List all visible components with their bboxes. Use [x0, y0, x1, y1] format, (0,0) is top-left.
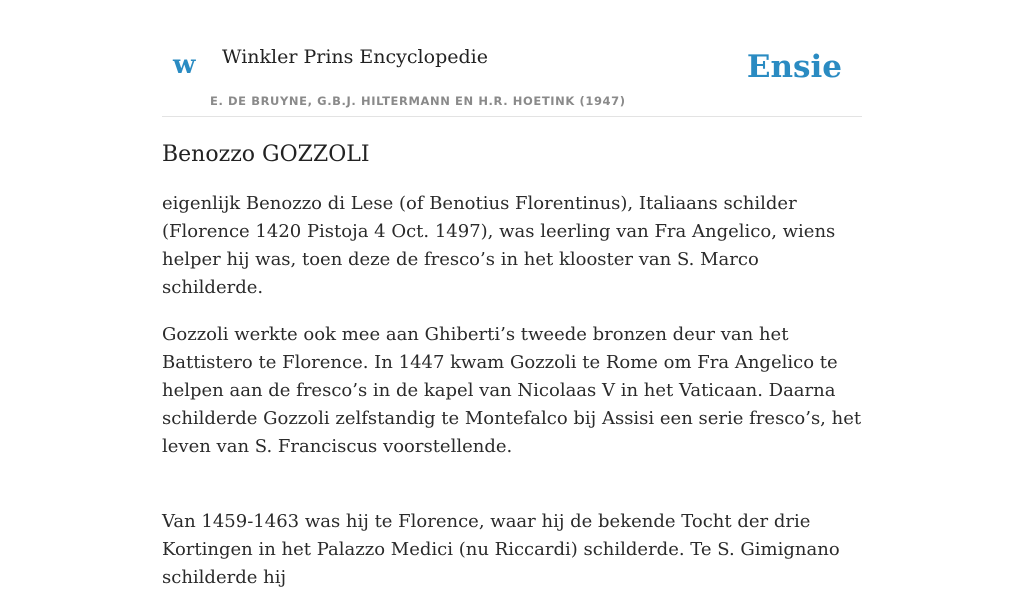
article-paragraph: Van 1459-1463 was hij te Florence, waar hij de bekende Tocht der drie Kortingen in het Palazzo Medici (nu Riccardi) schilderde. Te S. Gimignano schilderde hij [162, 511, 840, 588]
site-title[interactable]: Winkler Prins Encyclopedie [222, 46, 488, 68]
ensie-logo-link[interactable]: Ensie [746, 49, 842, 85]
winkler-prins-logo[interactable]: w [173, 50, 196, 80]
site-header [162, 0, 862, 117]
article-title: Benozzo GOZZOLI [162, 142, 370, 167]
article [162, 138, 862, 611]
article-paragraph: Gozzoli werkte ook mee aan Ghiberti’s tweede bronzen deur van het Battistero te Florence. In 1447 kwam Gozzoli te Rome om Fra Angelico te helpen aan de fresco’s in de kapel van Nicolaas V in het Vaticaan. Daarna schilderde Gozzoli zelfstandig te Montefalco bij Assisi een serie fresco’s, het leven van S. Franciscus voorstellende. [162, 324, 862, 457]
article-paragraph: eigenlijk Benozzo di Lese (of Benotius Florentinus), Italiaans schilder (Florence 1420 Pistoja 4 Oct. 1497), was leerling van Fra Angelico, wiens helper hij was, toen deze de fresco’s in het klooster van S. Marco schilderde. [162, 193, 836, 298]
edition-subtitle: E. DE BRUYNE, G.B.J. HILTERMANN EN H.R. HOETINK (1947) [210, 94, 626, 108]
